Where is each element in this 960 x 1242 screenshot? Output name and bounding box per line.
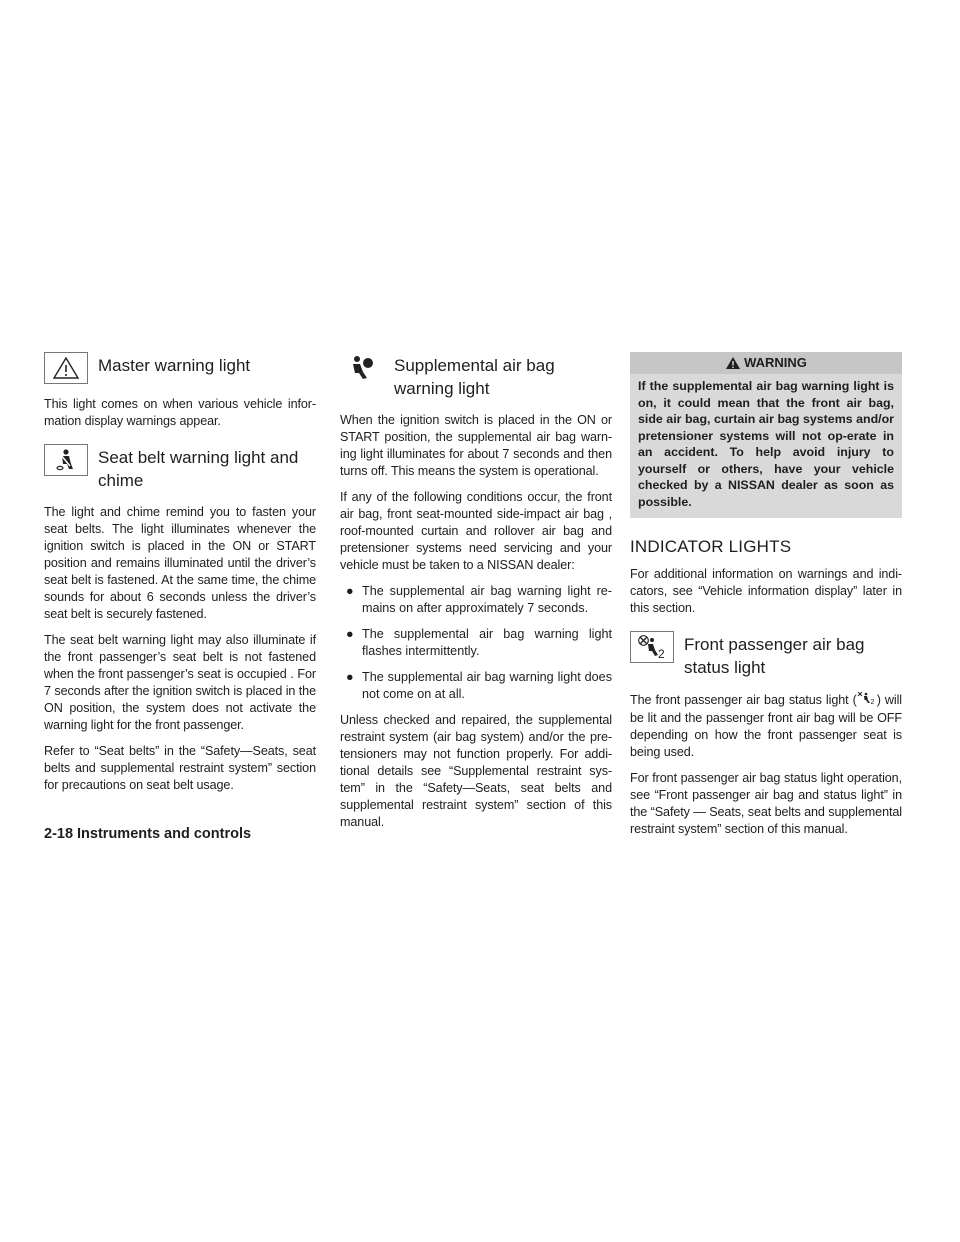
- passenger-air-bag-title: Front passenger air bag status light: [684, 635, 865, 677]
- passenger-air-bag-heading: [630, 631, 902, 679]
- column-middle: [340, 352, 612, 840]
- seat-belt-text-3: Refer to “Seat belts” in the “Safety—Seats, seat belts and supplemental restraint system” section for precautions on seat belt usage.: [44, 744, 316, 792]
- air-bag-heading: [340, 352, 612, 400]
- seat-belt-text-2: The seat belt warning light may also illuminate if the front passenger’s seat belt is not fastened when the front passenger’s seat is occupied . For 7 seconds after the ignition switch is placed in the ON position, the system does not activate the warning light for the front passenger.: [44, 633, 316, 732]
- master-warning-title: Master warning light: [98, 356, 251, 375]
- svg-text:2: 2: [870, 699, 875, 705]
- passenger-air-bag-off-icon: [857, 691, 877, 710]
- list-item: ● The supplemental air bag warning light does not come on at all.: [346, 670, 612, 701]
- air-bag-text-3: Unless checked and repaired, the supplemental restraint system (air bag system) and/or the pre-tensioners may not function properly. For addi-tional details see “Supplemental restraint sys-tem” in the “Safety—Seats, seat belts and supplemental restraint system” section of this manual.: [340, 713, 612, 829]
- master-warning-heading: [44, 352, 316, 384]
- seat-belt-text-1: The light and chime remind you to fasten your seat belts. The light illuminates whenever the ignition switch is placed in the ON or START position and remains illuminated until the driver’s seat belt is fastened. At the same time, the chime sounds for about 6 seconds unless the driver’s seat belt is securely fastened.: [44, 505, 316, 621]
- page-number: 2-18: [44, 826, 74, 842]
- air-bag-icon: [340, 352, 384, 384]
- air-bag-conditions-list: [340, 583, 612, 703]
- warning-title: WARNING: [630, 352, 902, 374]
- list-item: ● The supplemental air bag warning light re-mains on after approximately 7 seconds.: [346, 584, 612, 615]
- seat-belt-heading: [44, 444, 316, 492]
- seat-belt-icon: [44, 444, 88, 476]
- svg-text:2: 2: [658, 647, 665, 660]
- warning-triangle-icon: [725, 356, 741, 370]
- passenger-air-bag-text-1: The front passenger air bag status light ( 2 ) will be lit and the passenger front air bag will be OFF depending on how the front passenger seat is being used.: [630, 692, 902, 759]
- air-bag-text-1: When the ignition switch is placed in the ON or START position, the supplemental air bag warn-ing light illuminates for about 7 seconds and then turns off. This means the system is operational.: [340, 413, 612, 478]
- master-warning-text: This light comes on when various vehicle infor-mation display warnings appear.: [44, 397, 316, 428]
- air-bag-text-2: If any of the following conditions occur, the front air bag, front seat-mounted side-impact air bag , roof-mounted curtain and rollover air bag and pretensioner systems need servicing and your vehicle must be taken to a NISSAN dealer:: [340, 490, 612, 572]
- column-left: [44, 352, 316, 803]
- indicator-lights-heading: INDICATOR LIGHTS: [630, 537, 792, 556]
- column-right: [630, 352, 902, 847]
- list-item: ● The supplemental air bag warning light flashes intermittently.: [346, 627, 612, 658]
- master-warning-triangle-icon: [44, 352, 88, 384]
- warning-box: [630, 352, 902, 518]
- passenger-air-bag-text-2: For front passenger air bag status light operation, see “Front passenger air bag and status light” in the “Safety — Seats, seat belts and supplemental restraint system” section of this manual.: [630, 771, 902, 836]
- indicator-lights-text: For additional information on warnings and indi-cators, see “Vehicle information display” later in this section.: [630, 567, 902, 615]
- air-bag-title: Supplemental air bag warning light: [394, 356, 555, 398]
- chapter-title: Instruments and controls: [77, 826, 252, 842]
- page-footer: [44, 826, 251, 842]
- seat-belt-title: Seat belt warning light and chime: [98, 448, 299, 490]
- warning-text: If the supplemental air bag warning light is on, it could mean that the front air bag, side air bag, curtain air bag systems and/or pretensioner systems will not op-erate in an accident. To help avoid injury to yourself or others, have your vehicle checked by a NISSAN dealer as soon as possible.: [638, 379, 894, 509]
- passenger-air-bag-off-icon: [630, 631, 674, 663]
